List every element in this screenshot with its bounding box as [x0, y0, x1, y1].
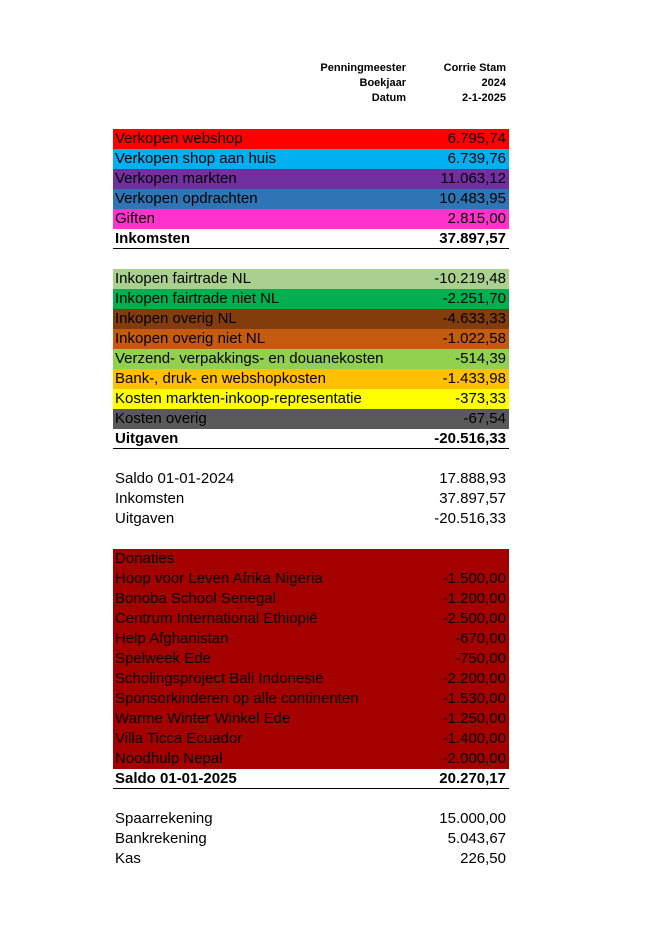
date-label: Datum	[371, 92, 406, 104]
row-value: -1.530,00	[442, 690, 506, 707]
income-total-row	[113, 229, 509, 249]
row-label: Bank-, druk- en webshopkosten	[115, 370, 326, 387]
row-value: 226,50	[460, 850, 506, 867]
summary-row	[113, 509, 509, 529]
donation-row	[113, 729, 509, 749]
row-label: Uitgaven	[115, 510, 175, 527]
closing-balance-row	[113, 769, 509, 789]
row-value: -1.400,00	[442, 730, 506, 747]
row-label: Inkopen fairtrade niet NL	[115, 290, 280, 307]
donation-row	[113, 609, 509, 629]
row-label: Spelweek Ede	[115, 650, 211, 667]
row-label: Help Afghanistan	[115, 630, 229, 647]
row-value: 17.888,93	[439, 470, 506, 487]
row-value: -750,00	[455, 650, 506, 667]
treasurer-value: Corrie Stam	[443, 62, 506, 74]
donation-row	[113, 669, 509, 689]
total-label: Saldo 01-01-2025	[115, 770, 237, 787]
donations-heading-row	[113, 549, 509, 569]
total-value: -20.516,33	[434, 430, 506, 447]
row-value: -2.000,00	[442, 750, 506, 767]
treasurer-label: Penningmeester	[320, 62, 406, 74]
row-label: Verkopen webshop	[115, 130, 243, 147]
donation-row	[113, 569, 509, 589]
donation-row	[113, 709, 509, 729]
income-row	[113, 209, 509, 229]
donation-row	[113, 689, 509, 709]
row-label: Sponsorkinderen op alle continenten	[115, 690, 359, 707]
row-value: -2.251,70	[442, 290, 506, 307]
row-value: 6.795,74	[447, 130, 506, 147]
row-label: Kosten markten-inkoop-representatie	[115, 390, 362, 407]
date-value: 2-1-2025	[461, 92, 506, 104]
row-value: -1.022,58	[442, 330, 506, 347]
row-value: 10.483,95	[439, 190, 506, 207]
row-label: Kosten overig	[115, 410, 207, 427]
donations-heading: Donaties	[115, 550, 175, 567]
donation-row	[113, 589, 509, 609]
header-row	[300, 61, 510, 76]
row-label: Inkomsten	[115, 490, 185, 507]
income-row	[113, 189, 509, 209]
row-value: -10.219,48	[434, 270, 506, 287]
row-label: Scholingsproject Bali Indonesië	[115, 670, 324, 687]
row-label: Spaarrekening	[115, 810, 213, 827]
row-label: Saldo 01-01-2024	[115, 470, 235, 487]
row-label: Kas	[115, 850, 141, 867]
donation-row	[113, 629, 509, 649]
row-label: Hoop voor Leven Afrika Nigeria	[115, 570, 323, 587]
row-label: Verkopen shop aan huis	[115, 150, 276, 167]
row-label: Bankrekening	[115, 830, 207, 847]
expense-row	[113, 269, 509, 289]
fiscal-year-label: Boekjaar	[359, 77, 406, 89]
donation-row	[113, 649, 509, 669]
row-value: -1.500,00	[442, 570, 506, 587]
row-value: -514,39	[455, 350, 506, 367]
row-label: Noodhulp Nepal	[115, 750, 223, 767]
expense-row	[113, 389, 509, 409]
row-label: Inkopen overig NL	[115, 310, 237, 327]
account-row	[113, 809, 509, 829]
header-row	[300, 76, 510, 91]
row-value: -2.500,00	[442, 610, 506, 627]
account-row	[113, 829, 509, 849]
row-label: Centrum International Ethiopië	[115, 610, 318, 627]
row-value: -373,33	[455, 390, 506, 407]
row-label: Giften	[115, 210, 156, 227]
row-value: -20.516,33	[434, 510, 506, 527]
summary-row	[113, 489, 509, 509]
row-value: 5.043,67	[447, 830, 506, 847]
total-label: Uitgaven	[115, 430, 179, 447]
spacer	[113, 449, 509, 469]
row-value: -2.200,00	[442, 670, 506, 687]
financial-table	[113, 129, 509, 869]
row-label: Inkopen overig niet NL	[115, 330, 266, 347]
spacer	[113, 529, 509, 549]
row-value: 6.739,76	[447, 150, 506, 167]
donation-row	[113, 749, 509, 769]
expense-total-row	[113, 429, 509, 449]
expense-row	[113, 289, 509, 309]
row-label: Bonoba School Senegal	[115, 590, 276, 607]
spacer	[113, 249, 509, 269]
row-value: -67,54	[463, 410, 506, 427]
row-label: Verzend- verpakkings- en douanekosten	[115, 350, 384, 367]
summary-row	[113, 469, 509, 489]
header-row	[300, 91, 510, 106]
row-value: -1.200,00	[442, 590, 506, 607]
row-label: Warme Winter Winkel Ede	[115, 710, 291, 727]
expense-row	[113, 409, 509, 429]
row-value: 15.000,00	[439, 810, 506, 827]
total-label: Inkomsten	[115, 230, 191, 247]
row-label: Verkopen opdrachten	[115, 190, 258, 207]
total-value: 37.897,57	[439, 230, 506, 247]
report-header	[300, 61, 510, 106]
row-value: 11.063,12	[440, 170, 506, 187]
row-value: -1.433,98	[442, 370, 506, 387]
row-label: Inkopen fairtrade NL	[115, 270, 251, 287]
row-value: 2.815,00	[447, 210, 506, 227]
row-value: 37.897,57	[439, 490, 506, 507]
expense-row	[113, 349, 509, 369]
expense-row	[113, 309, 509, 329]
row-value: -4.633,33	[442, 310, 506, 327]
fiscal-year-value: 2024	[481, 77, 506, 89]
row-label: Villa Ticca Ecuador	[115, 730, 243, 747]
income-row	[113, 149, 509, 169]
row-value: -1.250,00	[442, 710, 506, 727]
expense-row	[113, 329, 509, 349]
total-value: 20.270,17	[439, 770, 506, 787]
income-row	[113, 129, 509, 149]
income-row	[113, 169, 509, 189]
spacer	[113, 789, 509, 809]
row-label: Verkopen markten	[115, 170, 237, 187]
account-row	[113, 849, 509, 869]
expense-row	[113, 369, 509, 389]
row-value: -670,00	[455, 630, 506, 647]
